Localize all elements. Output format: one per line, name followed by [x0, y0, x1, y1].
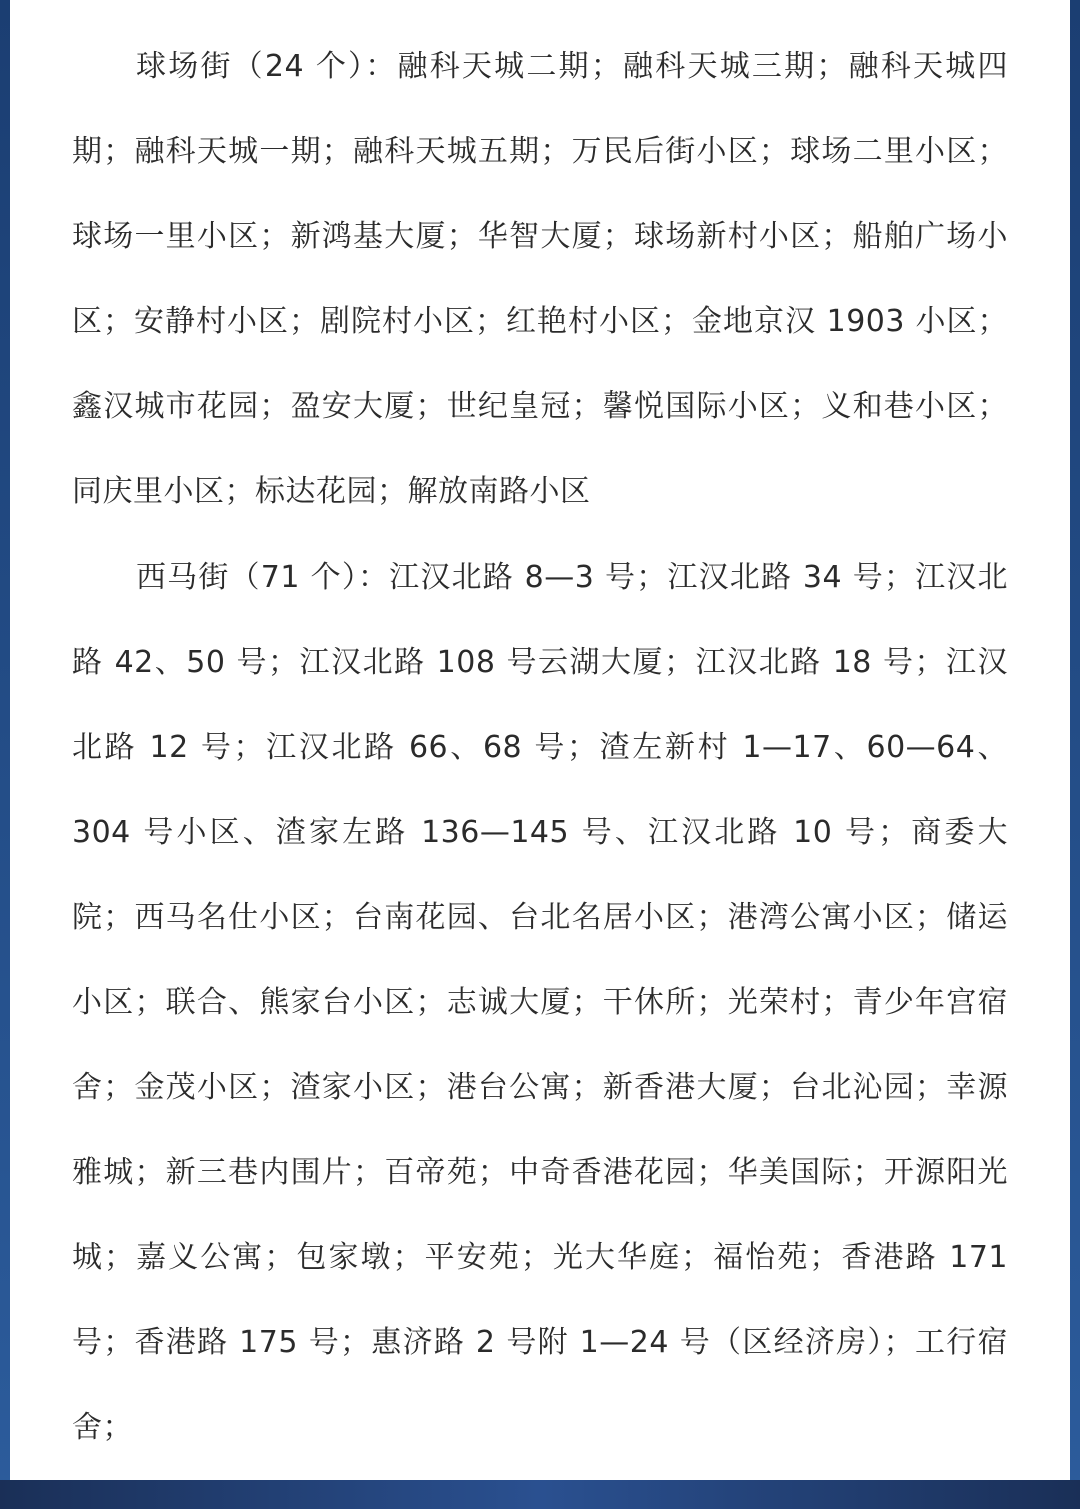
- paragraph-qiuchang-street: 球场街（24 个）：融科天城二期；融科天城三期；融科天城四期；融科天城一期；融科天城五期；万民后街小区；球场二里小区；球场一里小区；新鸿基大厦；华智大厦；球场新村小区；船舶广场小区；安静村小区；剧院村小区；红艳村小区；金地京汉 1903 小区；鑫汉城市花园；盈安大厦；世纪皇冠；馨悦国际小区；义和巷小区；同庆里小区；标达花园；解放南路小区: [72, 49, 1008, 509]
- frame-left-border: [0, 0, 10, 1509]
- frame-right-border: [1070, 0, 1080, 1509]
- paragraph-xima-street: 西马街（71 个）：江汉北路 8—3 号；江汉北路 34 号；江汉北路 42、50 号；江汉北路 108 号云湖大厦；江汉北路 18 号；江汉北路 12 号；江汉北路 66、68 号；渣左新村 1—17、60—64、304 号小区、渣家左路 136—145 号、江汉北路 10 号；商委大院；西马名仕小区；台南花园、台北名居小区；港湾公寓小区；储运小区；联合、熊家台小区；志诚大厦；干休所；光荣村；青少年宫宿舍；金茂小区；渣家小区；港台公寓；新香港大厦；台北沁园；幸源雅城；新三巷内围片；百帝苑；中奇香港花园；华美国际；开源阳光城；嘉义公寓；包家墩；平安苑；光大华庭；福怡苑；香港路 171 号；香港路 175 号；惠济路 2 号附 1—24 号（区经济房）；工行宿舍；: [72, 560, 1008, 1445]
- frame-bottom-border: [0, 1480, 1080, 1509]
- document-page[interactable]: [10, 0, 1070, 1480]
